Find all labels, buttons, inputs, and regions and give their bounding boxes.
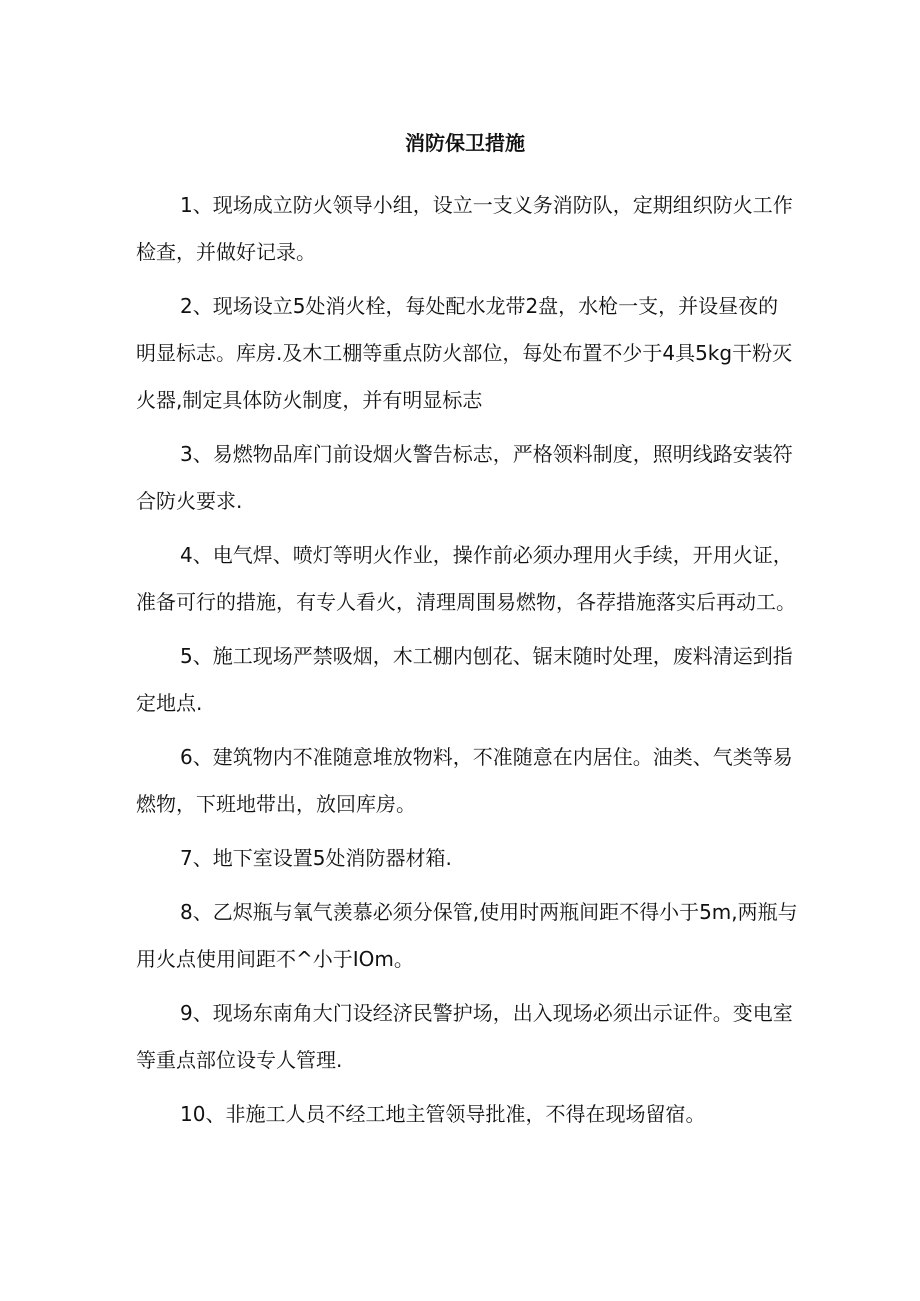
paragraph-1: 1、现场成立防火领导小组，设立一支义务消防队，定期组织防火工作检查，并做好记录。 xyxy=(136,193,793,264)
paragraph-5: 5、施工现场严禁吸烟，木工棚内刨花、锯末随时处理，废料清运到指定地点. xyxy=(136,644,793,715)
document-body xyxy=(136,182,798,1145)
paragraph-8: 8、乙烬瓶与氧气羡慕必须分保管,使用时两瓶间距不得小于5m,两瓶与用火点使用间距不^小于IOm。 xyxy=(136,900,798,971)
paragraph-3: 3、易燃物品库门前设烟火警告标志，严格领料制度，照明线路安装符合防火要求. xyxy=(136,442,793,513)
document-title: 消防保卫措施 xyxy=(405,131,525,155)
paragraph-4: 4、电气焊、喷灯等明火作业，操作前必须办理用火手续，开用火证，准备可行的措施，有专人看火，清理周围易燃物，各荐措施落实后再动工。 xyxy=(136,543,796,614)
paragraph-7: 7、地下室设置5处消防器材箱. xyxy=(180,846,452,870)
paragraph-2: 2、现场设立5处消火栓，每处配水龙带2盘，水枪一支，并设昼夜的明显标志。库房.及木工棚等重点防火部位，每处布置不少于4具5kg干粉灭火器,制定具体防火制度，并有明显标志 xyxy=(136,294,793,412)
paragraph-9: 9、现场东南角大门设经济民警护场，出入现场必须出示证件。变电室等重点部位设专人管理. xyxy=(136,1001,793,1072)
paragraph-10: 10、非施工人员不经工地主管领导批准，不得在现场留宿。 xyxy=(180,1102,706,1126)
paragraph-6: 6、建筑物内不准随意堆放物料，不准随意在内居住。油类、气类等易燃物，下班地带出，放回库房。 xyxy=(136,745,793,816)
